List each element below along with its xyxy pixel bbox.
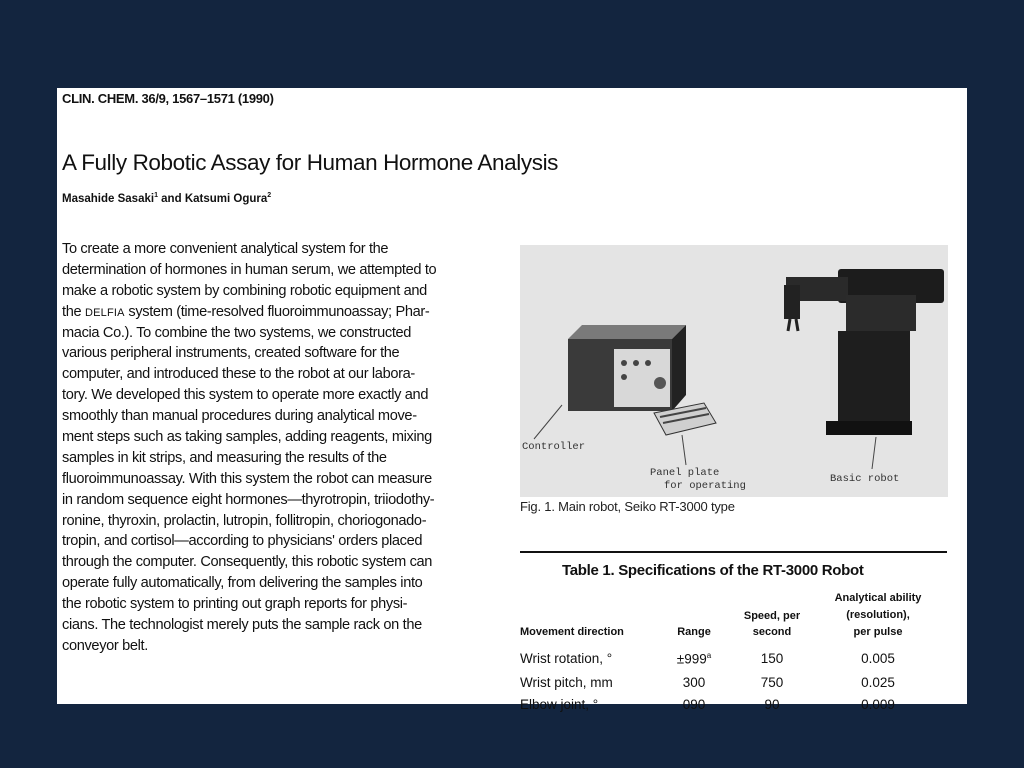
table-header-speed: second [752, 626, 792, 638]
author-connector: and [157, 192, 185, 205]
delfia-term: DELFIA [84, 306, 125, 319]
footnote-marker: 1 [154, 192, 158, 199]
abstract-line: tory. We developed this system to operate more exactly and [62, 387, 429, 404]
controller-label: Controller [522, 441, 586, 453]
footnote-marker: 2 [267, 192, 272, 199]
abstract-line: fluoroimmunoassay. With this system the robot can measure [62, 470, 432, 487]
table-header-ability: per pulse [853, 626, 903, 638]
range-value: ±999 [676, 651, 707, 667]
author-name: Masahide Sasaki [62, 192, 155, 205]
table-cell-ability: 0.025 [861, 675, 895, 690]
abstract-line: ronine, thyroxin, prolactin, lutropin, follitropin, choriogonado- [62, 512, 427, 529]
robot-base [826, 421, 912, 435]
table-cell-speed: 750 [760, 675, 784, 690]
abstract-line: smoothly than manual procedures during analytical move- [62, 408, 417, 425]
abstract-line: in random sequence eight hormones—thyrotropin, triiodothy- [62, 491, 435, 508]
table-cell-speed: 90 [764, 697, 780, 712]
abstract-line: various peripheral instruments, created software for the [62, 345, 400, 362]
abstract-line: determination of hormones in human serum, we attempted to [62, 261, 437, 278]
abstract-fragment: system (time-resolved fluoroimmunoassay; Phar- [124, 303, 430, 320]
table-header-range: Range [677, 626, 711, 638]
abstract-line: cians. The technologist merely puts the sample rack on the [62, 617, 422, 634]
robot-column [838, 331, 910, 423]
table-cell-movement: Wrist rotation, ° [520, 651, 613, 666]
abstract-line: make a robotic system by combining robotic equipment and [62, 282, 427, 299]
abstract-line [62, 302, 489, 323]
abstract-line: To create a more convenient analytical system for the [62, 241, 389, 257]
table-cell-range: 090 [682, 697, 706, 712]
robot-illustration [520, 245, 948, 497]
abstract-text [62, 239, 489, 657]
abstract-line: operate fully automatically, from delivering the samples into [62, 575, 423, 592]
table-cell-ability: 0.005 [861, 651, 895, 666]
author-line [62, 192, 271, 205]
abstract-line: through the computer. Consequently, this robotic system can [62, 554, 433, 571]
table-cell-movement: Elbow joint, ° [520, 697, 599, 712]
paper-title: A Fully Robotic Assay for Human Hormone Analysis [62, 150, 559, 175]
abstract-line: computer, and introduced these to the robot at our labora- [62, 366, 415, 383]
table-cell-range [661, 651, 727, 667]
table-cell-movement: Wrist pitch, mm [520, 675, 613, 690]
abstract-line: ment steps such as taking samples, adding reagents, mixing [62, 429, 432, 446]
table-cell-ability: 0.009 [861, 697, 895, 712]
table-cell-range: 300 [682, 675, 706, 690]
basic-robot-label: Basic robot [830, 473, 900, 485]
abstract-line: conveyor belt. [62, 637, 148, 654]
abstract-fragment: the [62, 303, 85, 320]
abstract-line: the robotic system to printing out graph reports for physi- [62, 596, 408, 613]
table-title: Table 1. Specifications of the RT-3000 Robot [562, 562, 864, 579]
abstract-line: tropin, and cortisol—according to physicians' orders placed [62, 533, 423, 550]
table-header-ability: Analytical ability [834, 592, 922, 604]
robot-wrist [784, 285, 800, 319]
table-header-speed: Speed, per [743, 610, 801, 622]
table-cell-speed: 150 [760, 651, 784, 666]
table-rule [520, 551, 947, 553]
figure-caption: Fig. 1. Main robot, Seiko RT-3000 type [520, 499, 735, 514]
panel-plate-label: Panel plate [650, 467, 720, 479]
abstract-line: macia Co.). To combine the two systems, we constructed [62, 324, 412, 341]
table-header-movement: Movement direction [520, 626, 624, 638]
author-name: Katsumi Ogura [184, 192, 268, 205]
footnote-marker: a [706, 651, 712, 660]
journal-citation: CLIN. CHEM. 36/9, 1567–1571 (1990) [62, 91, 274, 106]
controller-top [568, 325, 686, 339]
paper-page [57, 88, 967, 712]
robot-figure-photo [520, 245, 948, 497]
panel-plate-label: for operating [664, 480, 746, 492]
abstract-line: samples in kit strips, and measuring the results of the [62, 449, 387, 466]
table-header-ability: (resolution), [846, 609, 910, 621]
